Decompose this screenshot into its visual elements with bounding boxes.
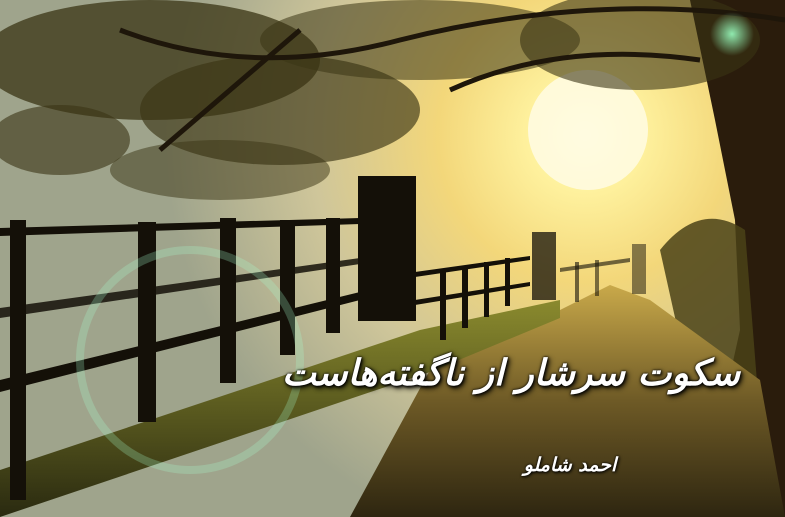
author-name: احمد شاملو <box>523 454 617 476</box>
lens-flare <box>710 12 754 56</box>
quote-text: سکوت سرشار از ناگفته‌هاست <box>281 352 740 394</box>
